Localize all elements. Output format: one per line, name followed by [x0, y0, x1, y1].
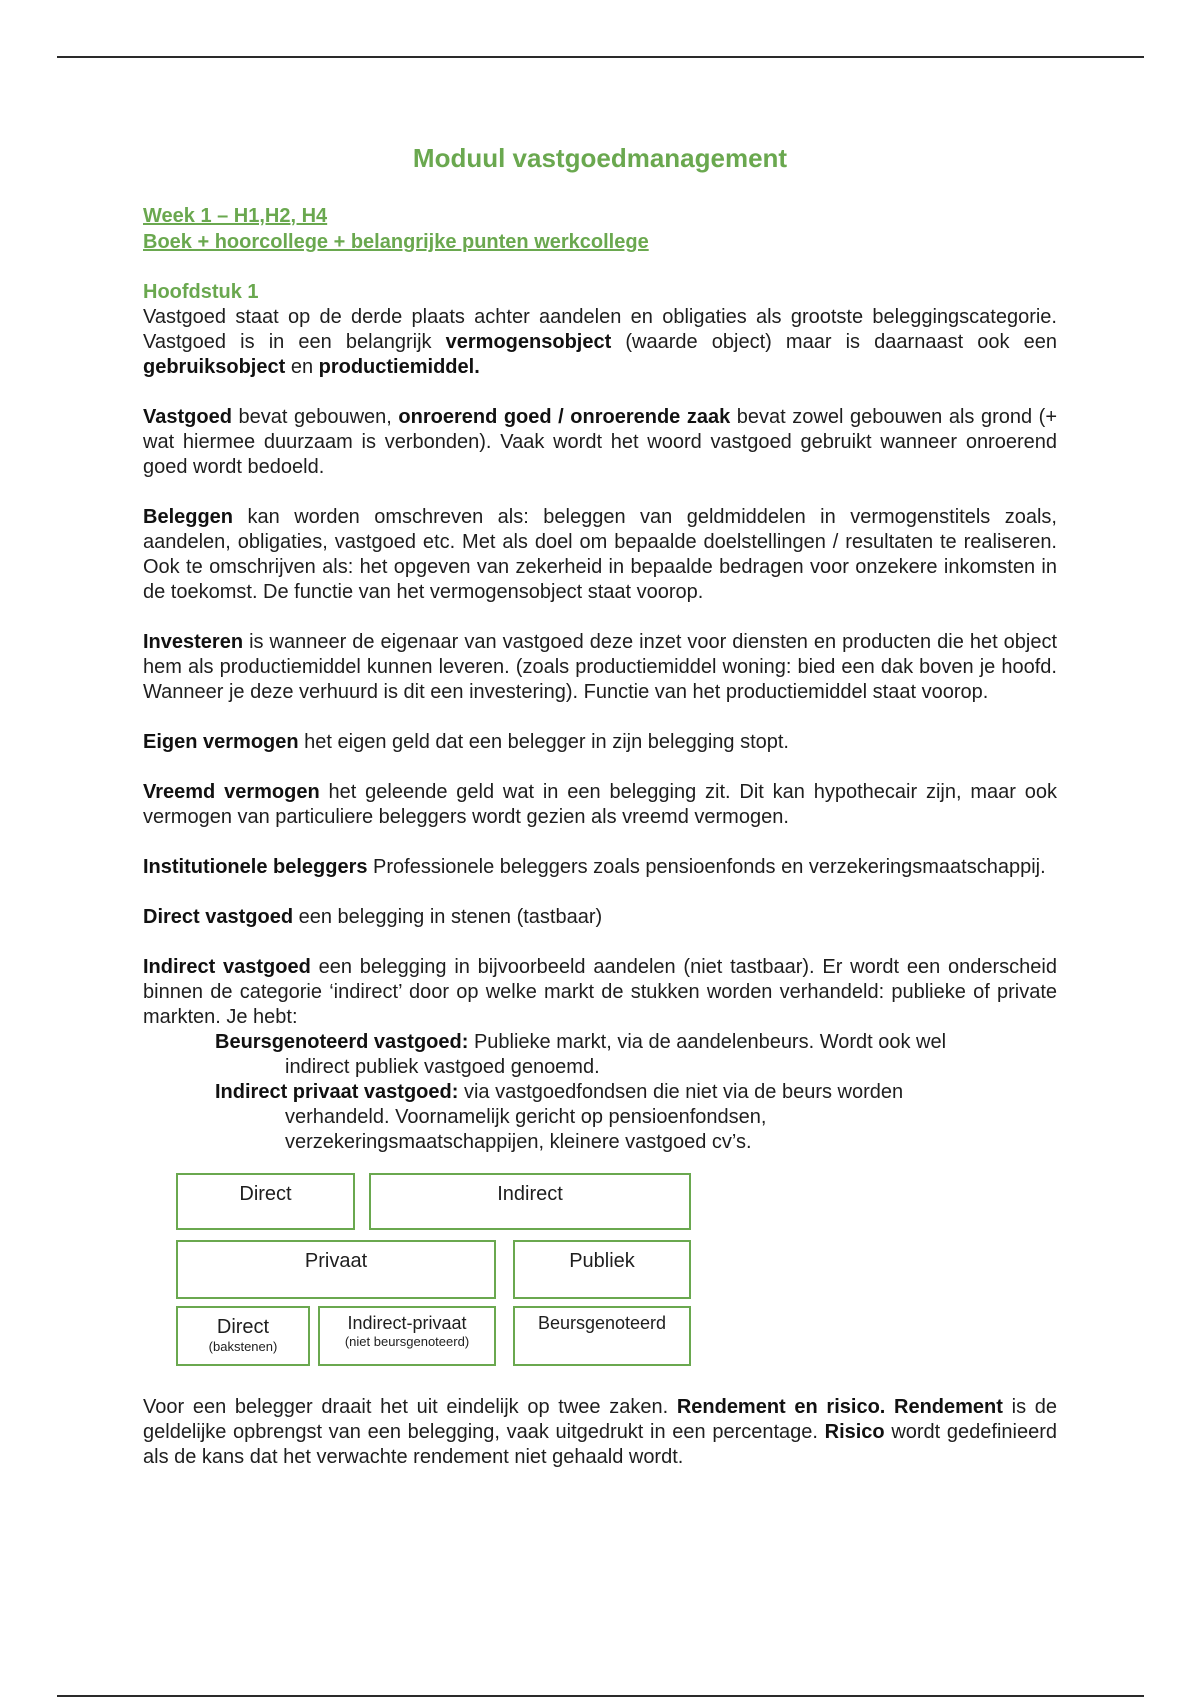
paragraph-vreemd-vermogen: Vreemd vermogen het geleende geld wat in een belegging zit. Dit kan hypothecair zijn, maar ook vermogen van particuliere beleggers wordt gezien als vreemd vermogen.: [143, 781, 1057, 828]
box-indirect: Indirect: [369, 1173, 691, 1230]
top-rule: [57, 56, 1144, 58]
document-body: [143, 141, 1057, 1470]
week-title: Week 1 – H1,H2, H4: [143, 205, 328, 227]
box-privaat: Privaat: [176, 1240, 496, 1299]
box-direct-bakstenen: Direct (bakstenen): [176, 1306, 310, 1366]
paragraph-intro: Vastgoed staat op de derde plaats achter aandelen en obligaties als grootste beleggingscategorie. Vastgoed is in een belangrijk vermogensobject (waarde object) maar is daarnaast ook een gebruiksobject en productiemiddel.: [143, 306, 1057, 378]
box-indirect-privaat: Indirect-privaat (niet beursgenoteerd): [318, 1306, 496, 1366]
box-publiek: Publiek: [513, 1240, 691, 1299]
box-direct: Direct: [176, 1173, 355, 1230]
classification-diagram: [143, 1173, 1057, 1381]
paragraph-eigen-vermogen: Eigen vermogen het eigen geld dat een belegger in zijn belegging stopt.: [143, 731, 789, 753]
paragraph-vastgoed: Vastgoed bevat gebouwen, onroerend goed / onroerende zaak bevat zowel gebouwen als grond (+ wat hiermee duurzaam is verbonden). Vaak wordt het woord vastgoed gebruikt wanneer onroerend goed wordt bedoeld.: [143, 406, 1057, 478]
week-header: [143, 203, 1057, 255]
paragraph-rendement-risico: Voor een belegger draait het uit eindelijk op twee zaken. Rendement en risico. Rendement is de geldelijke opbrengst van een belegging, vaak uitgedrukt in een percentage. Risico wordt gedefinieerd als de kans dat het verwachte rendement niet gehaald wordt.: [143, 1396, 1057, 1468]
paragraph-direct-vastgoed: Direct vastgoed een belegging in stenen (tastbaar): [143, 906, 603, 928]
paragraph-investeren: Investeren is wanneer de eigenaar van vastgoed deze inzet voor diensten en producten die het object hem als productiemiddel kunnen leveren. (zoals productiemiddel woning: bied een dak boven je hoofd. Wanneer je deze verhuurd is dit een investering). Functie van het productiemiddel staat voorop.: [143, 631, 1057, 703]
sub-item-indirect-privaat: Indirect privaat vastgoed: via vastgoedfondsen die niet via de beurs worden verhandeld. Voornamelijk gericht op pensioenfondsen, verzekeringsmaatschappijen, kleinere vastgoed cv’s.: [215, 1081, 904, 1153]
chapter-heading: Hoofdstuk 1: [143, 281, 259, 303]
bottom-rule: [57, 1695, 1144, 1697]
box-beursgenoteerd: Beursgenoteerd: [513, 1306, 691, 1366]
paragraph-institutionele-beleggers: Institutionele beleggers Professionele beleggers zoals pensioenfonds en verzekeringsmaatschappij.: [143, 856, 1046, 878]
paragraph-indirect-vastgoed: Indirect vastgoed een belegging in bijvoorbeeld aandelen (niet tastbaar). Er wordt een onderscheid binnen de categorie ‘indirect’ door op welke markt de stukken worden verhandeld: publieke of private markten. Je hebt:: [143, 956, 1057, 1028]
page-title: Moduul vastgoedmanagement: [412, 143, 788, 173]
book-subtitle: Boek + hoorcollege + belangrijke punten werkcollege: [143, 231, 649, 253]
sub-item-beursgenoteerd: Beursgenoteerd vastgoed: Publieke markt, via de aandelenbeurs. Wordt ook wel indirect publiek vastgoed genoemd.: [215, 1031, 947, 1078]
paragraph-beleggen: Beleggen kan worden omschreven als: beleggen van geldmiddelen in vermogenstitels zoals, aandelen, obligaties, vastgoed etc. Met als doel om bepaalde doelstellingen / resultaten te realiseren. Ook te omschrijven als: het opgeven van zekerheid in bepaalde bedragen voor onzekere inkomsten in de toekomst. De functie van het vermogensobject staat voorop.: [143, 506, 1057, 603]
